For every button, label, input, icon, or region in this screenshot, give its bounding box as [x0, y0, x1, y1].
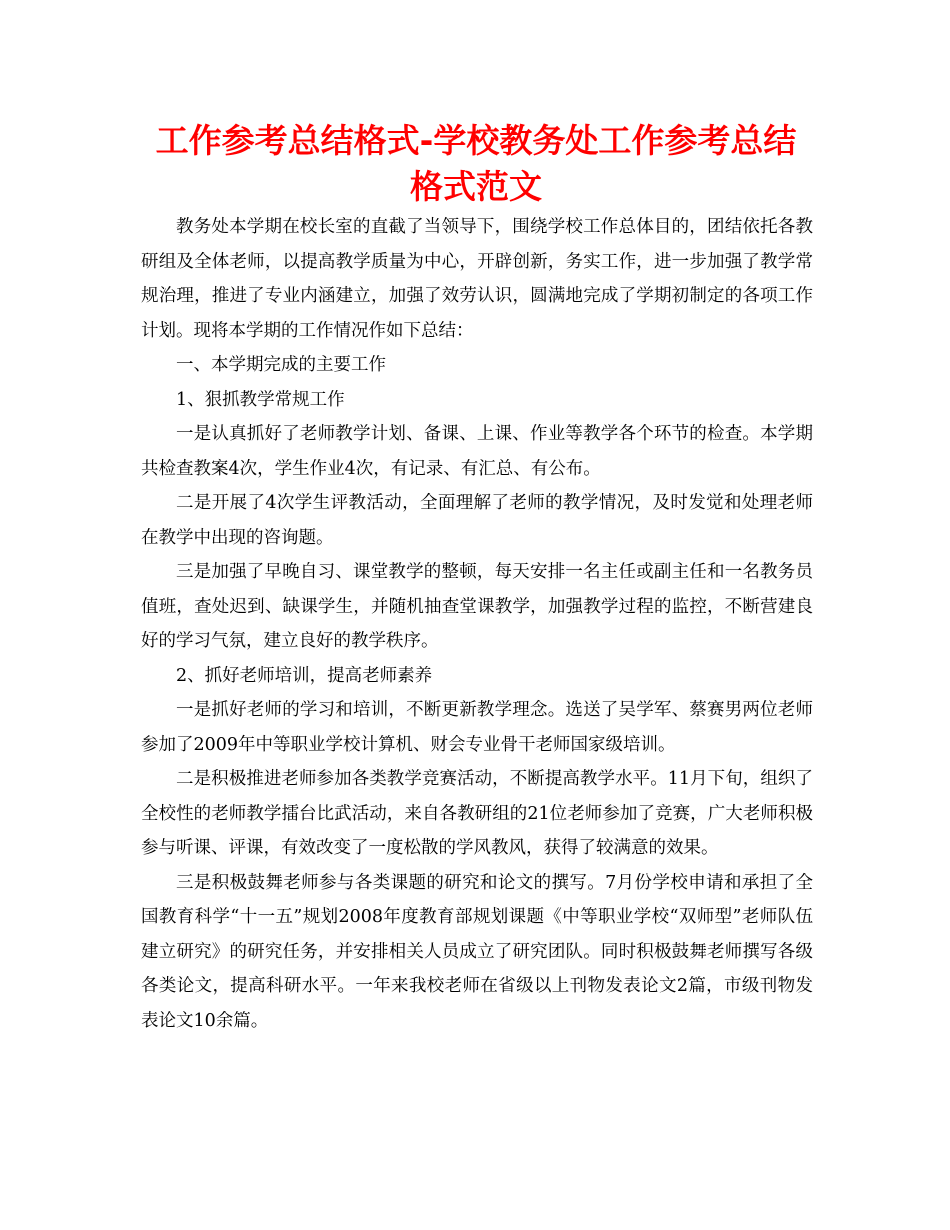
- subsection-heading-teacher-training: 2、抓好老师培训，提高老师素养: [176, 665, 433, 686]
- section-heading-main-work: 一、本学期完成的主要工作: [176, 355, 386, 375]
- paragraph-competition: 二是积极推进老师参加各类教学竞赛活动，不断提高教学水平。11月下旬，组织了全校性的老师教学擂台比武活动，来自各教研组的21位老师参加了竞赛，广大老师积极参与听课、评课，有效改变了一度松散的学风教风，获得了较满意的效果。: [141, 769, 813, 858]
- paragraph-inspection: 一是认真抓好了老师教学计划、备课、上课、作业等教学各个环节的检查。本学期共检查教案4次，学生作业4次，有记录、有汇总、有公布。: [141, 424, 813, 479]
- intro-paragraph: 教务处本学期在校长室的直截了当领导下，围绕学校工作总体目的，团结依托各教研组及全体老师，以提高教学质量为中心，开辟创新，务实工作，进一步加强了教学常规治理，推进了专业内涵建立，加强了效劳认识，圆满地完成了学期初制定的各项工作计划。现将本学期的工作情况作如下总结：: [141, 217, 813, 341]
- paragraph-self-study: 三是加强了早晚自习、课堂教学的整顿，每天安排一名主任或副主任和一名教务员值班，查处迟到、缺课学生，并随机抽查堂课教学，加强教学过程的监控，不断营建良好的学习气氛，建立良好的教学秩序。: [141, 562, 813, 651]
- paragraph-student-evaluation: 二是开展了4次学生评教活动，全面理解了老师的教学情况，及时发觉和处理老师在教学中出现的咨询题。: [141, 493, 813, 548]
- document-body: [141, 210, 813, 1038]
- subsection-heading-teaching-routine: 1、狠抓教学常规工作: [176, 389, 345, 410]
- document-title: 工作参考总结格式-学校教务处工作参考总结格式范文: [155, 121, 797, 206]
- paragraph-training: 一是抓好老师的学习和培训，不断更新教学理念。选送了吴学军、蔡赛男两位老师参加了2009年中等职业学校计算机、财会专业骨干老师国家级培训。: [141, 700, 813, 755]
- paragraph-research: 三是积极鼓舞老师参与各类课题的研究和论文的撰写。7月份学校申请和承担了全国教育科学“十一五”规划2008年度教育部规划课题《中等职业学校“双师型”老师队伍建立研究》的研究任务，并安排相关人员成立了研究团队。同时积极鼓舞老师撰写各级各类论文，提高科研水平。一年来我校老师在省级以上刊物发表论文2篇，市级刊物发表论文10余篇。: [141, 872, 813, 1031]
